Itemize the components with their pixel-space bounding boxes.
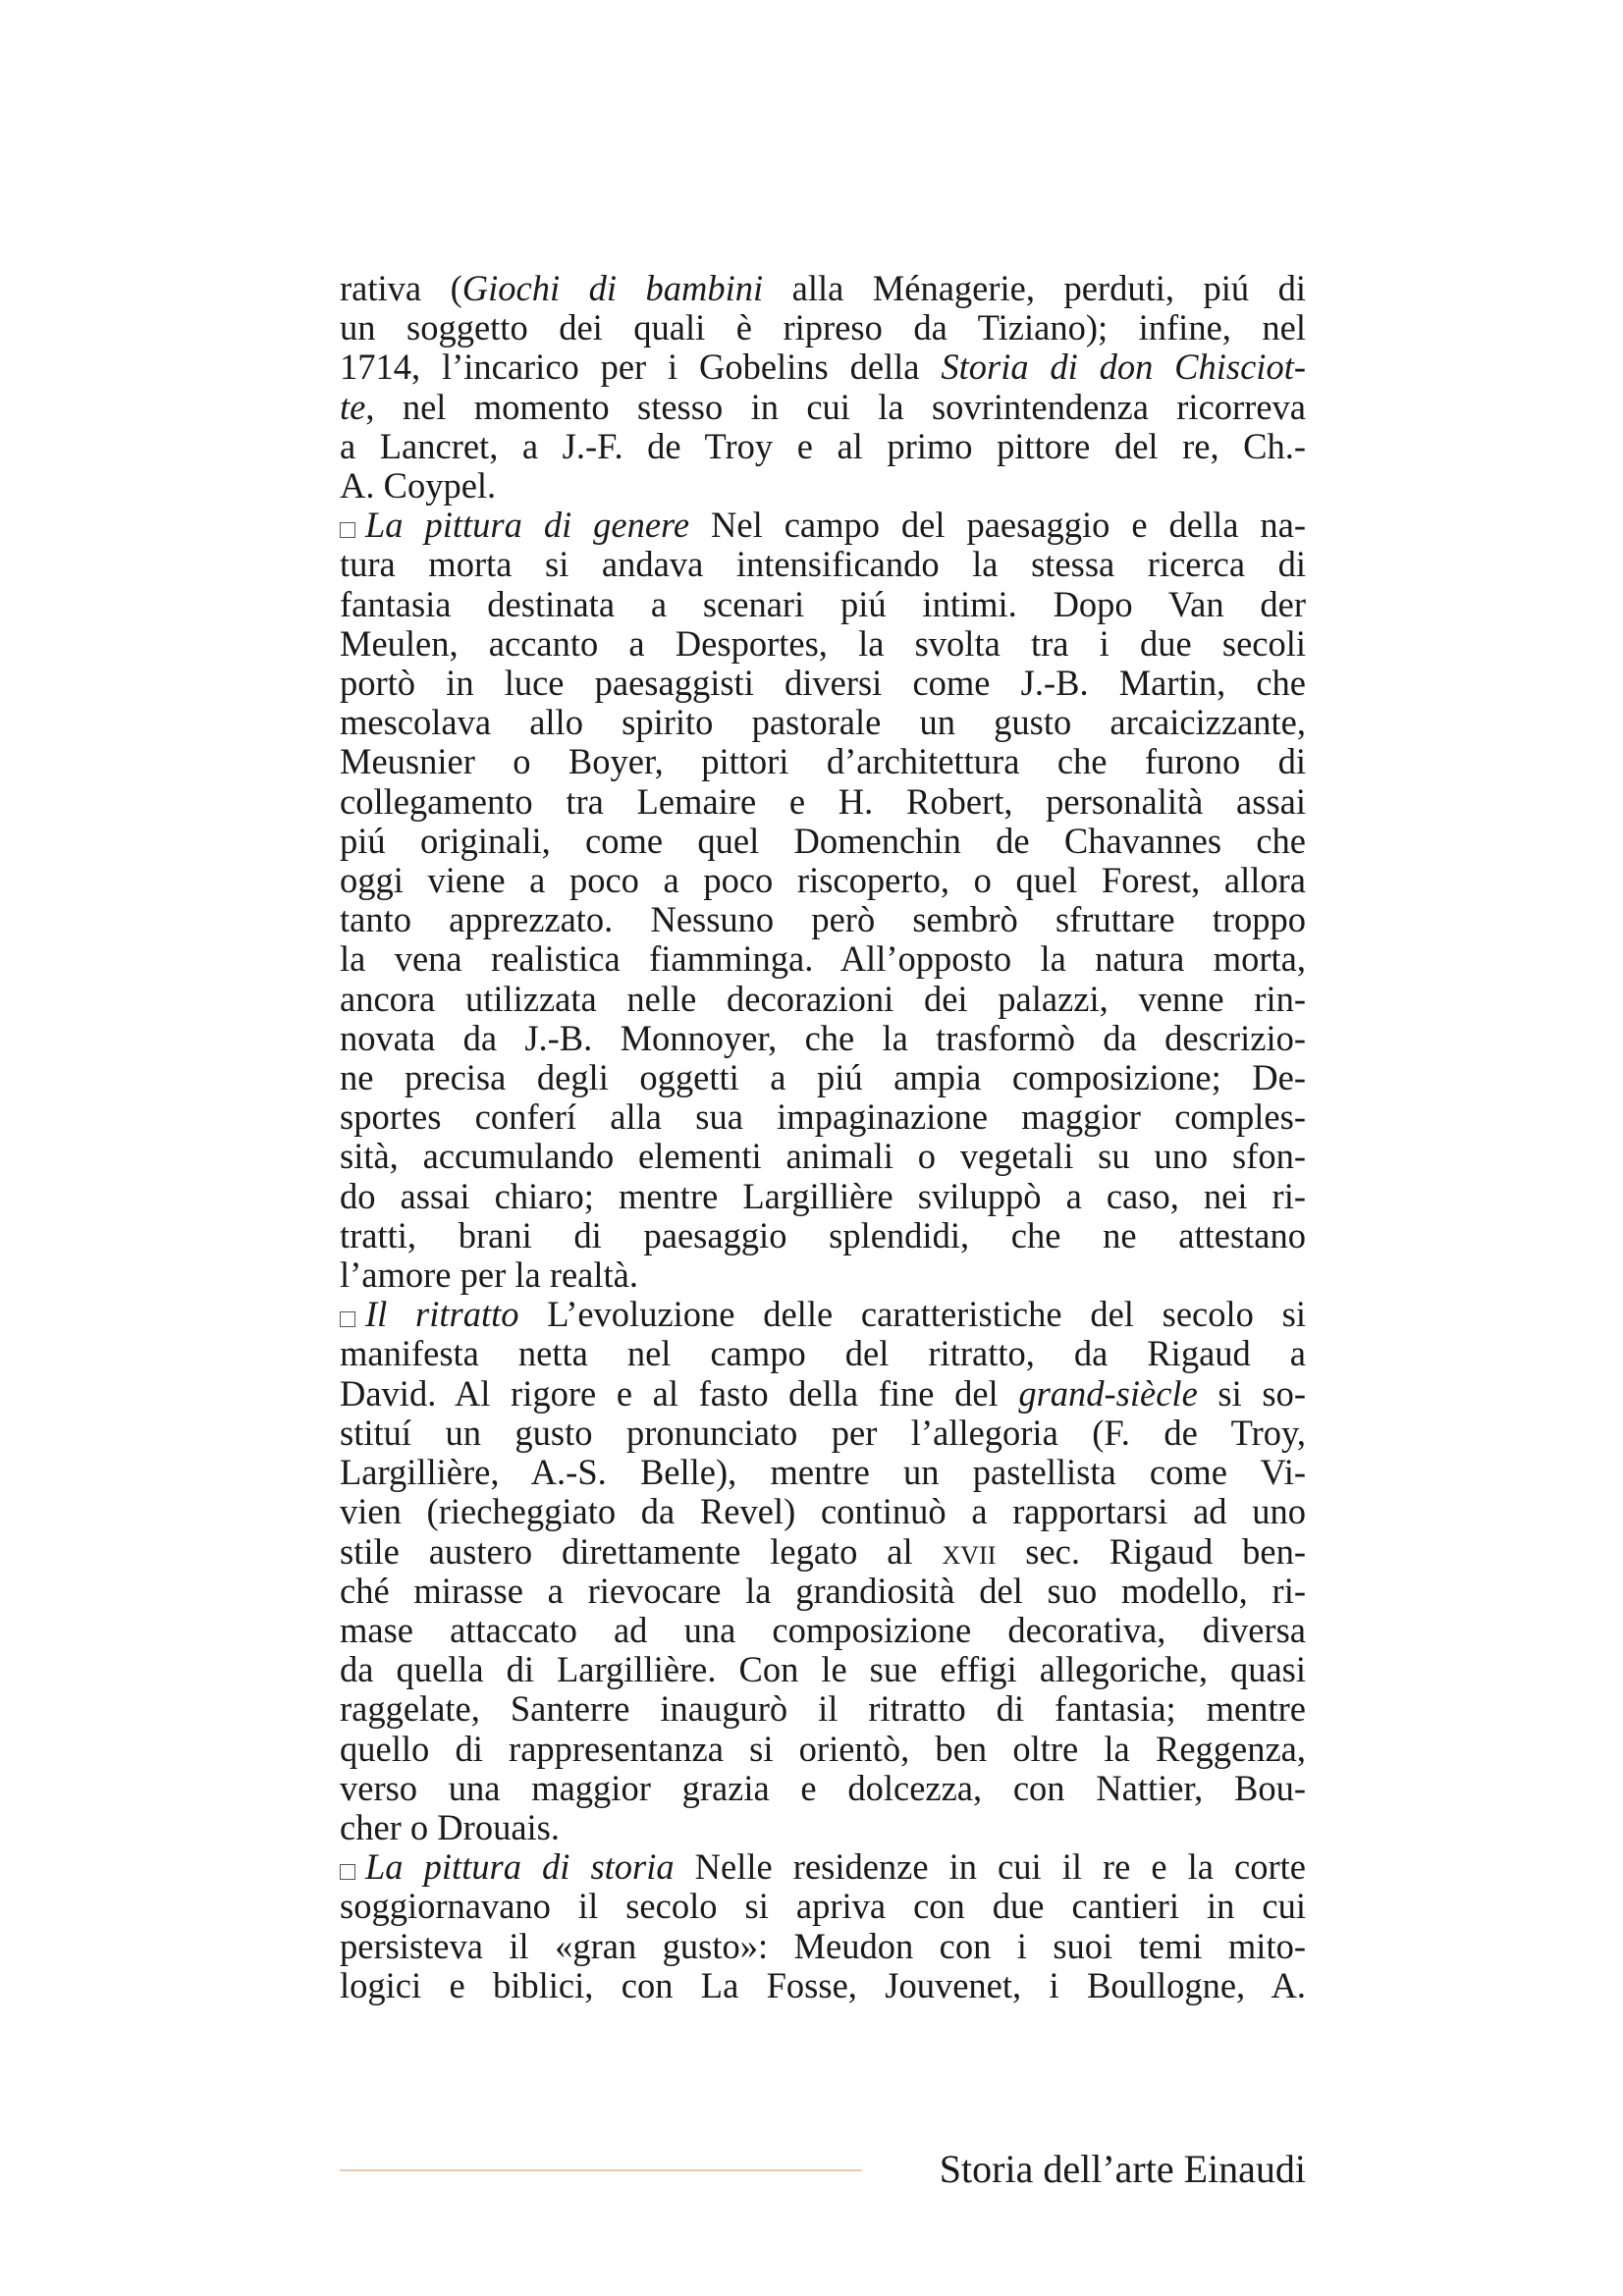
- text-line: [340, 1847, 1306, 1887]
- text-line: [340, 1966, 1306, 2005]
- text-run: mescolava allo spirito pastorale un gusto arcaicizzante,: [340, 702, 1306, 743]
- text-line: [340, 1492, 1306, 1531]
- footer-title: Storia dell’arte Einaudi: [939, 2147, 1306, 2191]
- text-line: [340, 822, 1306, 861]
- italic-text: te: [340, 386, 366, 427]
- italic-text: La pittura di storia: [365, 1846, 675, 1888]
- italic-text: Storia di don Chisciot-: [941, 347, 1306, 388]
- text-run: stile austero direttamente legato al: [340, 1530, 943, 1572]
- italic-text: grand-siècle: [1018, 1372, 1198, 1414]
- text-run: portò in luce paesaggisti diversi come J.-B. Martin, che: [340, 663, 1306, 704]
- text-run: stituí un gusto pronunciato per l’allegoria (F. de Troy,: [340, 1412, 1306, 1453]
- text-run: Meulen, accanto a Desportes, la svolta tra i due secoli: [340, 622, 1306, 664]
- text-line: [340, 1532, 1306, 1572]
- text-line: [340, 703, 1306, 742]
- text-line: [340, 624, 1306, 664]
- text-line: [340, 1097, 1306, 1137]
- text-run: un soggetto dei quali è ripreso da Tiziano); infine, nel: [340, 307, 1306, 348]
- text-line: [340, 506, 1306, 545]
- text-line: [340, 1808, 1306, 1847]
- text-run: tratti, brani di paesaggio splendidi, che ne attestano: [340, 1214, 1306, 1255]
- italic-text: Giochi di bambini: [461, 268, 764, 308]
- text-line: [340, 1414, 1306, 1453]
- text-line: [340, 1572, 1306, 1611]
- text-run: verso una maggior grazia e dolcezza, con Nattier, Bou-: [340, 1767, 1306, 1808]
- text-line: [340, 308, 1306, 347]
- text-line: [340, 427, 1306, 466]
- text-line: [340, 664, 1306, 703]
- text-line: [340, 545, 1306, 584]
- text-line: [340, 585, 1306, 624]
- text-line: [340, 1058, 1306, 1097]
- text-run: l’amore per la realtà.: [340, 1255, 638, 1296]
- text-line: [340, 782, 1306, 822]
- text-run: novata da J.-B. Monnoyer, che la trasformò da descrizio-: [340, 1017, 1306, 1058]
- text-run: sportes conferí alla sua impaginazione maggior comples-: [340, 1096, 1306, 1138]
- body-text: [340, 269, 1306, 2005]
- text-run: logici e biblici, con La Fosse, Jouvenet, i Boullogne, A.: [340, 1964, 1306, 2005]
- italic-text: Il ritratto: [365, 1294, 519, 1335]
- text-line: [340, 1887, 1306, 1926]
- text-run: persisteva il «gran gusto»: Meudon con i suoi temi mito-: [340, 1925, 1306, 1966]
- text-run: si so-: [1197, 1372, 1306, 1414]
- text-run: David. Al rigore e al fasto della fine del: [340, 1372, 1019, 1414]
- section-square-icon: [340, 1864, 355, 1880]
- text-run: sità, accumulando elementi animali o vegetali su uno sfon-: [340, 1136, 1306, 1177]
- section-square-icon: [340, 1311, 355, 1327]
- footer-rule: [340, 2169, 862, 2171]
- text-run: raggelate, Santerre inaugurò il ritratto di fantasia; mentre: [340, 1688, 1306, 1730]
- text-run: do assai chiaro; mentre Largillière sviluppò a caso, nei ri-: [340, 1175, 1306, 1216]
- text-run: cher o Drouais.: [340, 1806, 560, 1847]
- text-run: da quella di Largillière. Con le sue effigi allegoriche, quasi: [340, 1649, 1306, 1690]
- text-line: [340, 939, 1306, 979]
- text-run: Nel campo del paesaggio e della na-: [689, 505, 1306, 546]
- text-line: [340, 1769, 1306, 1808]
- text-run: tura morta si andava intensificando la stessa ricerca di: [340, 544, 1306, 585]
- text-run: soggiornavano il secolo si apriva con due cantieri in cui: [340, 1886, 1306, 1927]
- section-square-icon: [340, 522, 355, 538]
- text-line: [340, 1730, 1306, 1769]
- text-line: [340, 347, 1306, 387]
- text-run: a Lancret, a J.-F. de Troy e al primo pittore del re, Ch.-: [340, 425, 1306, 466]
- text-run: , nel momento stesso in cui la sovrintendenza ricorreva: [365, 386, 1306, 427]
- text-line: [340, 742, 1306, 781]
- text-line: [340, 269, 1306, 308]
- text-run: la vena realistica fiamminga. All’opposto la natura morta,: [340, 938, 1306, 980]
- text-line: [340, 1453, 1306, 1492]
- text-line: [340, 1689, 1306, 1729]
- text-run: manifesta netta nel campo del ritratto, da Rigaud a: [340, 1333, 1306, 1374]
- text-line: [340, 1019, 1306, 1058]
- text-line: [340, 1334, 1306, 1373]
- small-caps-text: xvii: [942, 1530, 997, 1572]
- text-line: [340, 1137, 1306, 1176]
- italic-text: La pittura di genere: [365, 505, 690, 546]
- text-line: [340, 1216, 1306, 1255]
- text-run: fantasia destinata a scenari piú intimi. Dopo Van der: [340, 583, 1306, 624]
- text-run: sec. Rigaud ben-: [996, 1530, 1306, 1572]
- text-line: [340, 388, 1306, 427]
- text-line: [340, 1611, 1306, 1650]
- text-line: [340, 1295, 1306, 1334]
- text-run: L’evoluzione delle caratteristiche del secolo si: [518, 1294, 1306, 1335]
- text-run: rativa (: [340, 268, 462, 308]
- text-run: quello di rappresentanza si orientò, ben oltre la Reggenza,: [340, 1728, 1306, 1769]
- text-line: [340, 861, 1306, 900]
- text-run: ne precisa degli oggetti a piú ampia composizione; De-: [340, 1057, 1306, 1098]
- text-line: [340, 1177, 1306, 1216]
- text-line: [340, 900, 1306, 939]
- text-run: piú originali, come quel Domenchin de Chavannes che: [340, 820, 1306, 861]
- text-run: tanto apprezzato. Nessuno però sembrò sfruttare troppo: [340, 899, 1306, 940]
- text-run: A. Coypel.: [340, 465, 497, 507]
- text-run: 1714, l’incarico per i Gobelins della: [340, 347, 942, 388]
- text-run: Meusnier o Boyer, pittori d’architettura che furono di: [340, 741, 1306, 782]
- text-run: oggi viene a poco a poco riscoperto, o quel Forest, allora: [340, 860, 1306, 901]
- text-run: collegamento tra Lemaire e H. Robert, personalità assai: [340, 780, 1306, 822]
- text-run: Nelle residenze in cui il re e la corte: [674, 1846, 1306, 1888]
- text-run: alla Ménagerie, perduti, piú di: [763, 268, 1307, 308]
- text-run: Largillière, A.-S. Belle), mentre un pastellista come Vi-: [340, 1452, 1306, 1493]
- text-run: mase attaccato ad una composizione decorativa, diversa: [340, 1609, 1306, 1650]
- text-line: [340, 1650, 1306, 1689]
- text-line: [340, 1255, 1306, 1295]
- text-line: [340, 1374, 1306, 1414]
- text-line: [340, 980, 1306, 1019]
- text-line: [340, 1927, 1306, 1966]
- text-line: [340, 466, 1306, 506]
- text-run: ancora utilizzata nelle decorazioni dei palazzi, venne rin-: [340, 978, 1306, 1019]
- text-run: ché mirasse a rievocare la grandiosità del suo modello, ri-: [340, 1570, 1306, 1611]
- text-run: vien (riecheggiato da Revel) continuò a rapportarsi ad uno: [340, 1491, 1306, 1532]
